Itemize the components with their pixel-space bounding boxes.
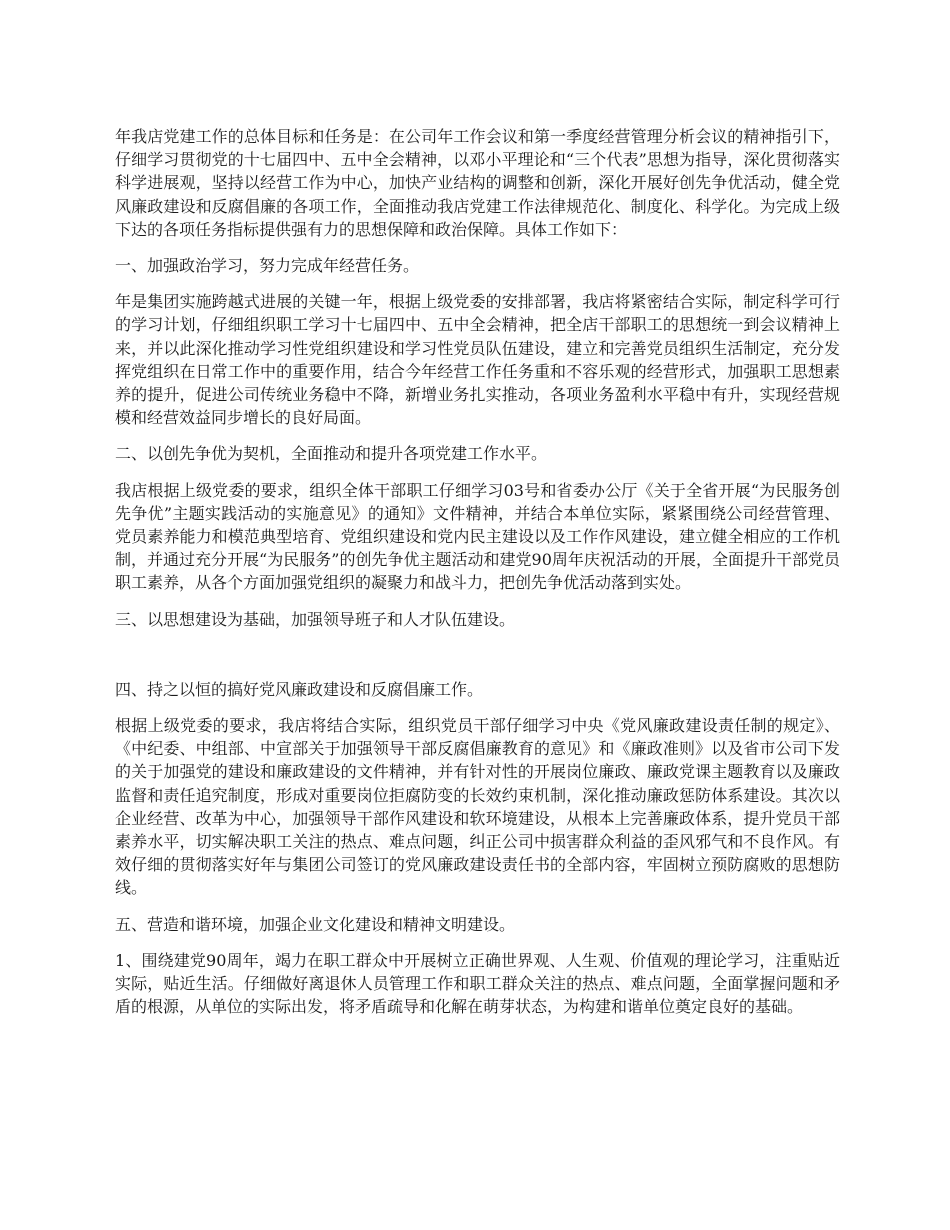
section-4-heading: 四、持之以恒的搞好党风廉政建设和反腐倡廉工作。 — [115, 679, 484, 699]
section-1-heading: 一、加强政治学习，努力完成年经营任务。 — [115, 256, 420, 276]
section-5-heading: 五、营造和谐环境，加强企业文化建设和精神文明建设。 — [115, 914, 516, 934]
intro-paragraph: 年我店党建工作的总体目标和任务是：在公司年工作会议和第一季度经营管理分析会议的精神指引下，仔细学习贯彻党的十七届四中、五中全会精神，以邓小平理论和“三个代表”思想为指导，深化贯彻落实科学进展观，坚持以经营工作为中心，加快产业结构的调整和创新，深化开展好创先争优活动，健全党风廉政建设和反腐倡廉的各项工作，全面推动我店党建工作法律规范化、制度化、科学化。为完成上级下达的各项任务指标提供强有力的思想保障和政治保障。具体工作如下： — [115, 127, 840, 239]
section-2-body: 我店根据上级党委的要求，组织全体干部职工仔细学习03号和省委办公厅《关于全省开展“为民服务创先争优”主题实践活动的实施意见》的通知》文件精神，并结合本单位实际，紧紧围绕公司经营管理、党员素养能力和模范典型培育、党组织建设和党内民主建设以及工作作风建设，建立健全相应的工作机制，并通过充分开展“为民服务”的创先争优主题活动和建党90周年庆祝活动的开展，全面提升干部党员职工素养，从各个方面加强党组织的凝聚力和战斗力，把创先争优活动落到实处。 — [115, 480, 840, 593]
document-page — [115, 125, 840, 1019]
section-3-heading: 三、以思想建设为基础，加强领导班子和人才队伍建设。 — [115, 609, 516, 629]
section-2-heading: 二、以创先争优为契机，全面推动和提升各项党建工作水平。 — [115, 444, 548, 464]
section-4-body: 根据上级党委的要求，我店将结合实际，组织党员干部仔细学习中央《党风廉政建设责任制的规定》、《中纪委、中组部、中宣部关于加强领导干部反腐倡廉教育的意见》和《廉政准则》以及省市公司下发的关于加强党的建设和廉政建设的文件精神，并有针对性的开展岗位廉政、廉政党课主题教育以及廉政监督和责任追究制度，形成对重要岗位拒腐防变的长效约束机制，深化推动廉政惩防体系建设。其次以企业经营、改革为中心，加强领导干部作风建设和软环境建设，从根本上完善廉政体系，提升党员干部素养水平，切实解决职工关注的热点、难点问题，纠正公司中损害群众利益的歪风邪气和不良作风。有效仔细的贯彻落实好年与集团公司签订的党风廉政建设责任书的全部内容，牢固树立预防腐败的思想防线。 — [115, 716, 840, 898]
section-5-body: 1、围绕建党90周年，竭力在职工群众中开展树立正确世界观、人生观、价值观的理论学习，注重贴近实际，贴近生活。仔细做好离退休人员管理工作和职工群众关注的热点、难点问题，全面掌握问题和矛盾的根源，从单位的实际出发，将矛盾疏导和化解在萌芽状态，为构建和谐单位奠定良好的基础。 — [115, 950, 840, 1017]
section-1-body: 年是集团实施跨越式进展的关键一年，根据上级党委的安排部署，我店将紧密结合实际，制定科学可行的学习计划，仔细组织职工学习十七届四中、五中全会精神，把全店干部职工的思想统一到会议精神上来，并以此深化推动学习性党组织建设和学习性党员队伍建设，建立和完善党员组织生活制定，充分发挥党组织在日常工作中的重要作用，结合今年经营工作任务重和不容乐观的经营形式，加强职工思想素养的提升，促进公司传统业务稳中不降，新增业务扎实推动，各项业务盈利水平稳中有升，实现经营规模和经营效益同步增长的良好局面。 — [115, 292, 840, 428]
